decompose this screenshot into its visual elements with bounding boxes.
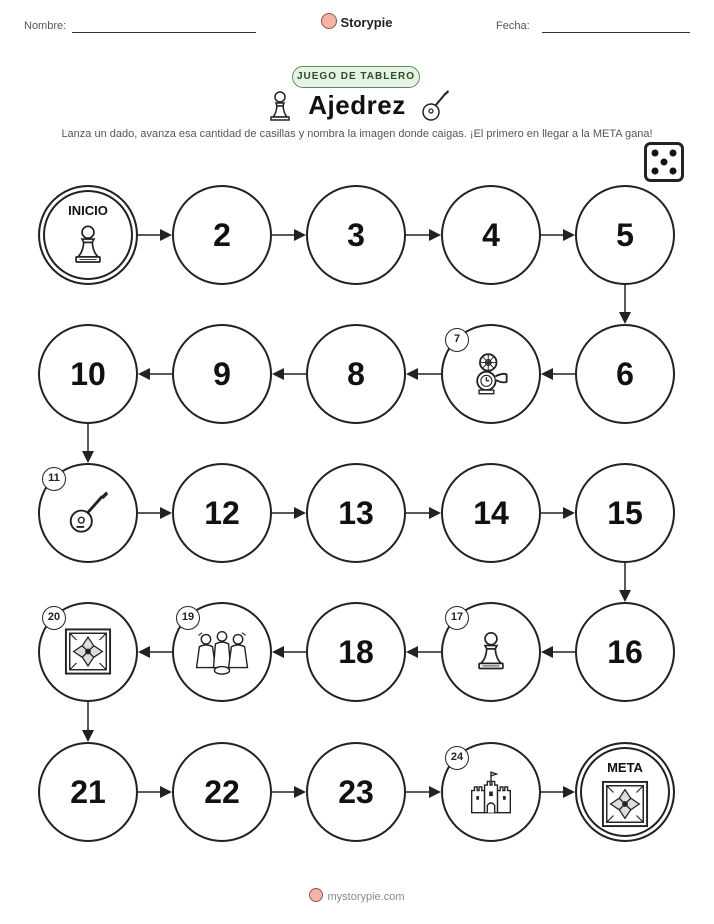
- square-number-badge: 7: [445, 328, 469, 352]
- square-number: 15: [607, 494, 643, 531]
- square-number-badge: 24: [445, 746, 469, 770]
- tile-icon: [601, 780, 649, 833]
- people-icon: [189, 627, 255, 680]
- square-number: 21: [70, 773, 106, 810]
- footer-url: mystorypie.com: [327, 891, 405, 903]
- board-square: [575, 185, 675, 285]
- board-square: [38, 742, 138, 842]
- brand-name: Storypie: [340, 15, 393, 30]
- finish-label: META: [607, 760, 643, 775]
- square-number: 8: [347, 355, 365, 392]
- square-number: 22: [204, 773, 240, 810]
- game-type-tag: JUEGO DE TABLERO: [292, 66, 420, 88]
- square-number: 23: [338, 773, 374, 810]
- clock-icon: [468, 350, 514, 401]
- lute-icon: [64, 488, 112, 541]
- board-square: [441, 463, 541, 563]
- finish-square: [575, 742, 675, 842]
- square-number-badge: 19: [176, 606, 200, 630]
- board-square: [575, 463, 675, 563]
- tile-icon: [64, 627, 112, 680]
- board-square: [575, 324, 675, 424]
- board-square: [306, 463, 406, 563]
- square-number: 12: [204, 494, 240, 531]
- board-square: [575, 602, 675, 702]
- storypie-logo-icon: [309, 888, 323, 902]
- pawn-icon: [71, 223, 105, 272]
- board-square: [441, 185, 541, 285]
- square-number: 10: [70, 355, 106, 392]
- name-label: Nombre:: [24, 20, 67, 32]
- square-number: 6: [616, 355, 634, 392]
- square-number: 9: [213, 355, 231, 392]
- footer: [0, 888, 714, 903]
- board-square: [172, 463, 272, 563]
- board-square: [172, 324, 272, 424]
- square-number-badge: 20: [42, 606, 66, 630]
- board-square: [172, 742, 272, 842]
- board-square: [38, 324, 138, 424]
- square-number: 18: [338, 633, 374, 670]
- square-number: 13: [338, 494, 374, 531]
- board-square: [306, 602, 406, 702]
- square-number: 2: [213, 216, 231, 253]
- start-label: INICIO: [68, 203, 108, 218]
- board-square: [306, 185, 406, 285]
- board-square: [306, 324, 406, 424]
- castle-icon: [468, 768, 514, 819]
- square-number-badge: 17: [445, 606, 469, 630]
- square-number: 5: [616, 216, 634, 253]
- board-square: [306, 742, 406, 842]
- square-number: 14: [473, 494, 509, 531]
- date-label: Fecha:: [496, 20, 530, 32]
- start-square: [38, 185, 138, 285]
- square-number-badge: 11: [42, 467, 66, 491]
- instructions: Lanza un dado, avanza esa cantidad de casillas y nombra la imagen donde caigas. ¡El primero en llegar a la META gana!: [61, 128, 653, 140]
- pawn-icon: [474, 629, 508, 678]
- square-number: 3: [347, 216, 365, 253]
- board-square: [172, 185, 272, 285]
- square-number: 16: [607, 633, 643, 670]
- square-number: 4: [482, 216, 500, 253]
- page-title: Ajedrez: [308, 90, 406, 120]
